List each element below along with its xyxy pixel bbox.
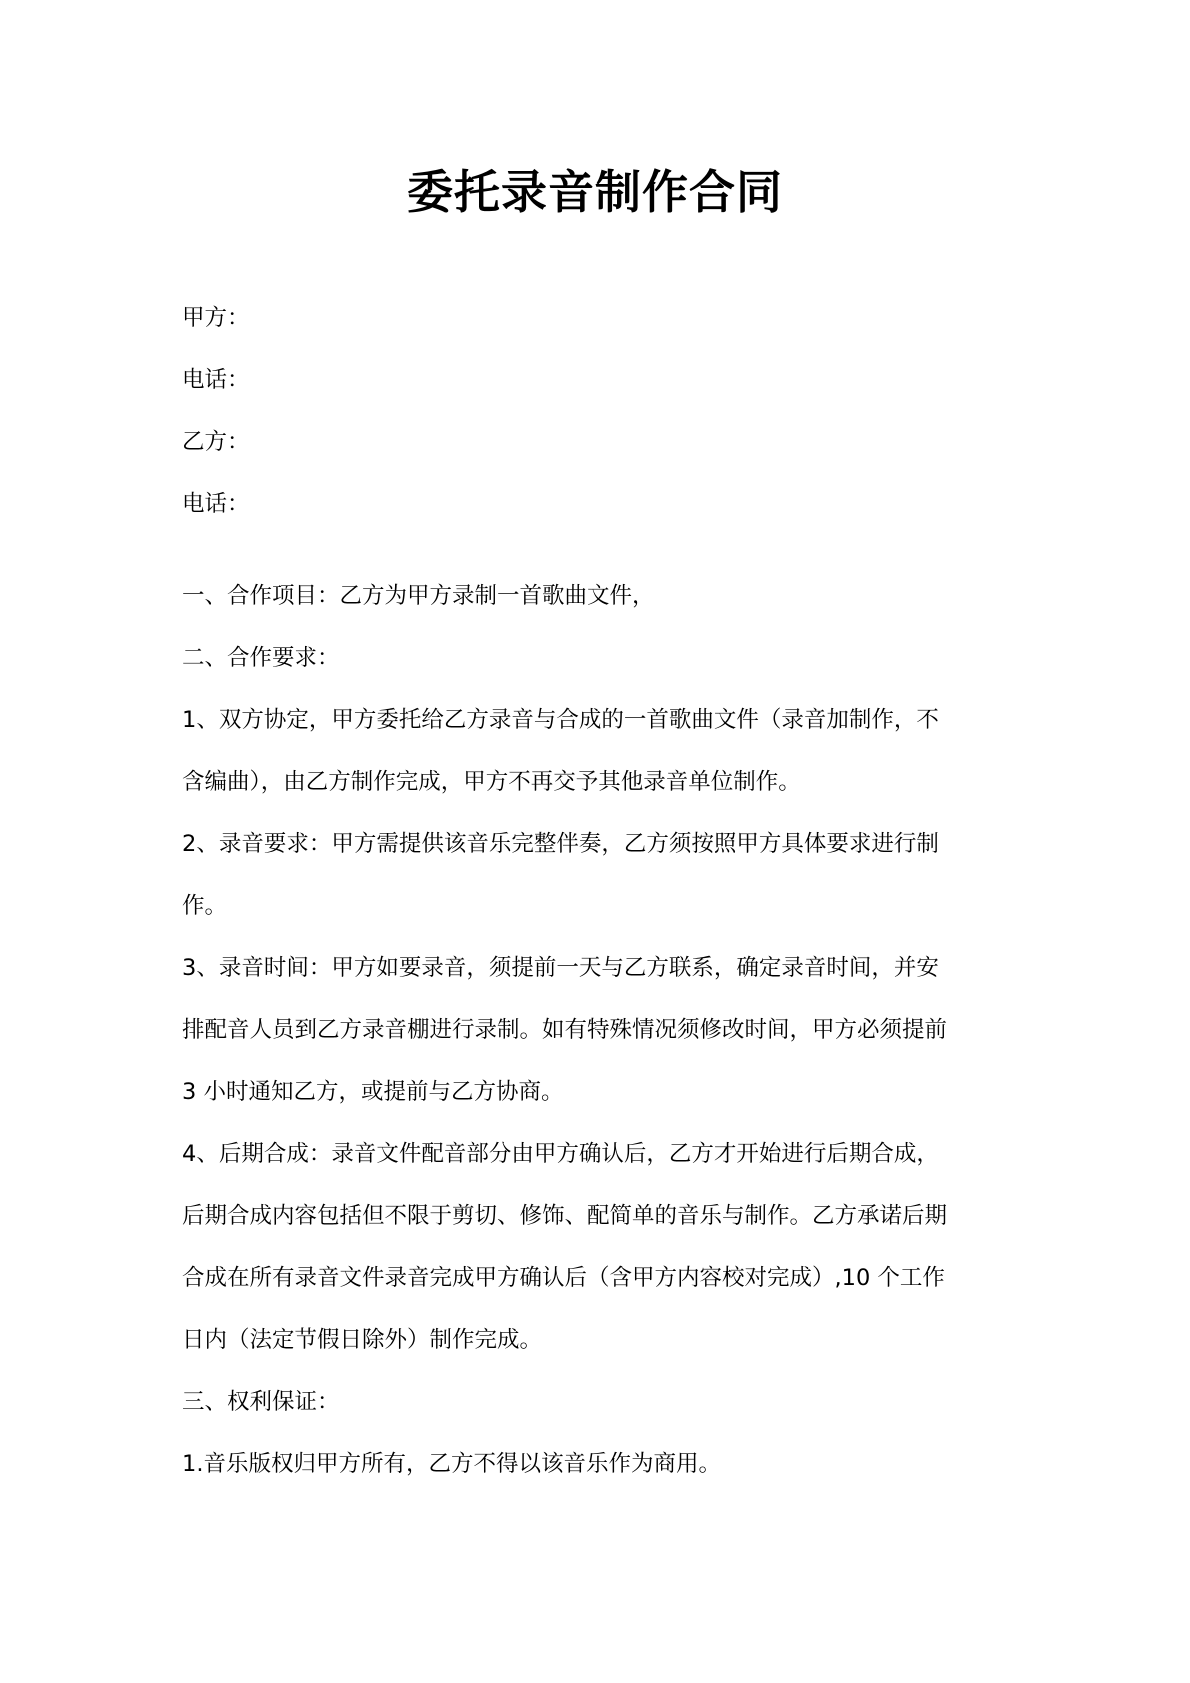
clause-line: 2、录音要求：甲方需提供该音乐完整伴奏，乙方须按照甲方具体要求进行制 [182,831,939,857]
clause-line: 日内（法定节假日除外）制作完成。 [182,1327,543,1353]
party-a-phone-label: 电话： [182,367,250,393]
clause-line: 排配音人员到乙方录音棚进行录制。如有特殊情况须修改时间，甲方必须提前 [182,1017,948,1043]
document-title: 委托录音制作合同 [407,165,783,219]
party-b-label: 乙方： [182,429,250,455]
clause-line: 3、录音时间：甲方如要录音，须提前一天与乙方联系，确定录音时间，并安 [182,955,939,981]
section-heading-cooperation-item: 一、合作项目：乙方为甲方录制一首歌曲文件， [182,583,655,609]
party-b-phone-label: 电话： [182,491,250,517]
clause-line: 后期合成内容包括但不限于剪切、修饰、配简单的音乐与制作。乙方承诺后期 [182,1203,948,1229]
clause-line: 1.音乐版权归甲方所有，乙方不得以该音乐作为商用。 [182,1451,721,1477]
clause-line: 含编曲），由乙方制作完成，甲方不再交予其他录音单位制作。 [182,769,801,795]
clause-line: 4、后期合成：录音文件配音部分由甲方确认后，乙方才开始进行后期合成， [182,1141,939,1167]
party-a-label: 甲方： [182,305,250,331]
section-heading-rights: 三、权利保证： [182,1389,340,1415]
clause-line: 1、双方协定，甲方委托给乙方录音与合成的一首歌曲文件（录音加制作，不 [182,707,939,733]
clause-line: 作。 [182,893,228,919]
clause-line: 3 小时通知乙方，或提前与乙方协商。 [182,1079,564,1105]
section-heading-requirements: 二、合作要求： [182,645,340,671]
clause-line: 合成在所有录音文件录音完成甲方确认后（含甲方内容校对完成）,10 个工作 [182,1265,945,1291]
